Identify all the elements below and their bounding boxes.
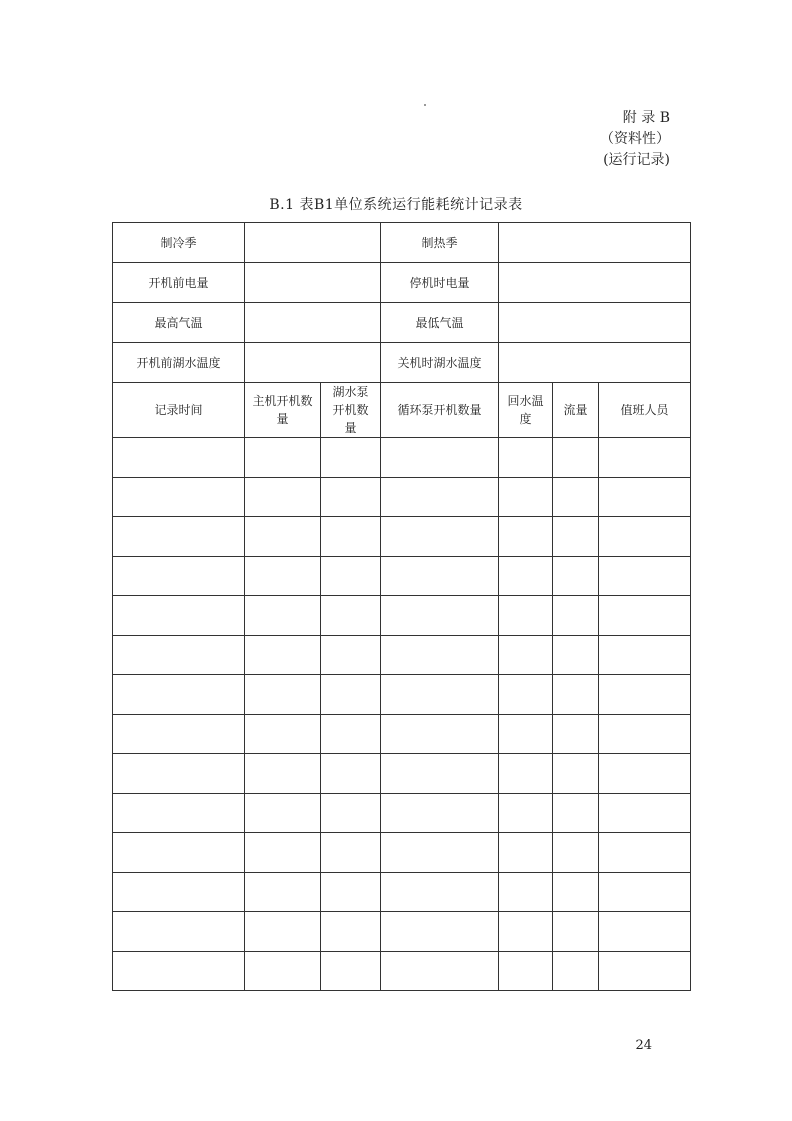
table-cell[interactable] [599, 833, 691, 873]
table-cell[interactable] [499, 438, 553, 478]
table-cell[interactable] [113, 635, 245, 675]
table-cell[interactable] [113, 517, 245, 557]
column-header: 记录时间 [113, 383, 245, 438]
table-cell[interactable] [245, 438, 321, 478]
record-section [113, 383, 691, 991]
table-cell[interactable] [553, 635, 599, 675]
table-cell[interactable] [553, 754, 599, 794]
info-label-left: 开机前电量 [113, 263, 245, 303]
table-cell[interactable] [321, 517, 381, 557]
table-cell[interactable] [499, 793, 553, 833]
table-cell[interactable] [113, 912, 245, 952]
table-row [113, 517, 691, 557]
table-cell[interactable] [245, 793, 321, 833]
table-cell[interactable] [599, 912, 691, 952]
table-row [113, 596, 691, 636]
info-value-left[interactable] [245, 263, 381, 303]
info-label-right: 关机时湖水温度 [381, 343, 499, 383]
table-cell[interactable] [245, 714, 321, 754]
table-cell[interactable] [553, 872, 599, 912]
table-cell[interactable] [381, 793, 499, 833]
table-cell[interactable] [553, 517, 599, 557]
table-cell[interactable] [553, 833, 599, 873]
page-number: 24 [635, 1038, 652, 1053]
table-cell[interactable] [381, 872, 499, 912]
table-cell[interactable] [499, 754, 553, 794]
info-value-left[interactable] [245, 223, 381, 263]
table-cell[interactable] [599, 596, 691, 636]
info-section [113, 223, 691, 383]
column-header-row [113, 383, 691, 438]
table-cell[interactable] [553, 714, 599, 754]
info-row [113, 303, 691, 343]
scan-dot [424, 104, 426, 106]
table-cell[interactable] [245, 675, 321, 715]
table-cell[interactable] [499, 517, 553, 557]
table-cell[interactable] [245, 951, 321, 991]
table-cell[interactable] [321, 872, 381, 912]
table-cell[interactable] [245, 754, 321, 794]
table-cell[interactable] [499, 833, 553, 873]
table-cell[interactable] [499, 872, 553, 912]
table-cell[interactable] [321, 714, 381, 754]
info-value-right[interactable] [499, 343, 691, 383]
table-row [113, 714, 691, 754]
table-cell[interactable] [381, 951, 499, 991]
table-cell[interactable] [381, 438, 499, 478]
info-label-left: 开机前湖水温度 [113, 343, 245, 383]
info-label-left: 制冷季 [113, 223, 245, 263]
table-cell[interactable] [245, 477, 321, 517]
table-cell[interactable] [499, 714, 553, 754]
table-cell[interactable] [245, 872, 321, 912]
info-value-left[interactable] [245, 303, 381, 343]
table-cell[interactable] [245, 833, 321, 873]
info-label-right: 制热季 [381, 223, 499, 263]
column-header: 值班人员 [599, 383, 691, 438]
table-cell[interactable] [113, 872, 245, 912]
table-cell[interactable] [321, 833, 381, 873]
info-label-right: 停机时电量 [381, 263, 499, 303]
table-cell[interactable] [599, 556, 691, 596]
appendix-nature: （资料性） [600, 131, 670, 147]
table-cell[interactable] [553, 596, 599, 636]
table-cell[interactable] [321, 912, 381, 952]
table-cell[interactable] [113, 754, 245, 794]
appendix-title: 附 录 B [622, 110, 670, 126]
table-cell[interactable] [113, 793, 245, 833]
table-cell[interactable] [381, 477, 499, 517]
table-caption: B.1 表B1单位系统运行能耗统计记录表 [269, 197, 523, 213]
table-cell[interactable] [245, 596, 321, 636]
table-cell[interactable] [381, 754, 499, 794]
table-cell[interactable] [553, 477, 599, 517]
table-cell[interactable] [321, 754, 381, 794]
info-value-right[interactable] [499, 303, 691, 343]
table-row [113, 556, 691, 596]
table-cell[interactable] [599, 754, 691, 794]
table-cell[interactable] [113, 714, 245, 754]
table-cell[interactable] [499, 556, 553, 596]
info-value-left[interactable] [245, 343, 381, 383]
info-row [113, 343, 691, 383]
table-row [113, 477, 691, 517]
table-cell[interactable] [113, 477, 245, 517]
table-cell[interactable] [321, 793, 381, 833]
table-cell[interactable] [599, 635, 691, 675]
info-value-right[interactable] [499, 263, 691, 303]
energy-record-table [112, 222, 691, 991]
table-cell[interactable] [321, 596, 381, 636]
table-cell[interactable] [381, 556, 499, 596]
table-row [113, 793, 691, 833]
table-cell[interactable] [321, 477, 381, 517]
table-cell[interactable] [381, 596, 499, 636]
column-header: 主机开机数量 [245, 383, 321, 438]
table-cell[interactable] [381, 675, 499, 715]
table-cell[interactable] [113, 833, 245, 873]
info-value-right[interactable] [499, 223, 691, 263]
table-cell[interactable] [499, 635, 553, 675]
table-cell[interactable] [499, 912, 553, 952]
table-cell[interactable] [381, 833, 499, 873]
column-header: 回水温度 [499, 383, 553, 438]
table-cell[interactable] [321, 951, 381, 991]
info-row [113, 263, 691, 303]
table-cell[interactable] [321, 675, 381, 715]
table-row [113, 438, 691, 478]
info-label-right: 最低气温 [381, 303, 499, 343]
table-cell[interactable] [321, 556, 381, 596]
table-cell[interactable] [499, 951, 553, 991]
table-cell[interactable] [553, 912, 599, 952]
table-cell[interactable] [599, 951, 691, 991]
table-cell[interactable] [553, 438, 599, 478]
table-cell[interactable] [321, 635, 381, 675]
table-cell[interactable] [553, 951, 599, 991]
table-cell[interactable] [113, 951, 245, 991]
table-cell[interactable] [599, 438, 691, 478]
table-cell[interactable] [245, 912, 321, 952]
table-cell[interactable] [499, 477, 553, 517]
appendix-subject: (运行记录) [603, 152, 670, 168]
table-cell[interactable] [599, 714, 691, 754]
table-cell[interactable] [599, 793, 691, 833]
table-cell[interactable] [321, 438, 381, 478]
table-row [113, 675, 691, 715]
table-cell[interactable] [499, 675, 553, 715]
table-cell[interactable] [245, 517, 321, 557]
table-cell[interactable] [113, 596, 245, 636]
table-cell[interactable] [381, 714, 499, 754]
table-cell[interactable] [113, 556, 245, 596]
info-label-left: 最高气温 [113, 303, 245, 343]
table-row [113, 951, 691, 991]
table-cell[interactable] [245, 635, 321, 675]
table-cell[interactable] [499, 596, 553, 636]
table-cell[interactable] [599, 517, 691, 557]
column-header: 流量 [553, 383, 599, 438]
table-cell[interactable] [113, 438, 245, 478]
table-row [113, 635, 691, 675]
table-row [113, 872, 691, 912]
column-header: 湖水泵开机数量 [321, 383, 381, 438]
table-cell[interactable] [245, 556, 321, 596]
table-cell[interactable] [553, 793, 599, 833]
table-row [113, 833, 691, 873]
table-cell[interactable] [381, 912, 499, 952]
table-row [113, 754, 691, 794]
appendix-heading [600, 108, 670, 171]
table-row [113, 912, 691, 952]
table-cell[interactable] [599, 872, 691, 912]
table-cell[interactable] [599, 675, 691, 715]
column-header: 循环泵开机数量 [381, 383, 499, 438]
table-cell[interactable] [553, 675, 599, 715]
table-cell[interactable] [381, 635, 499, 675]
table-cell[interactable] [599, 477, 691, 517]
table-cell[interactable] [381, 517, 499, 557]
table-cell[interactable] [113, 675, 245, 715]
info-row [113, 223, 691, 263]
table-cell[interactable] [553, 556, 599, 596]
